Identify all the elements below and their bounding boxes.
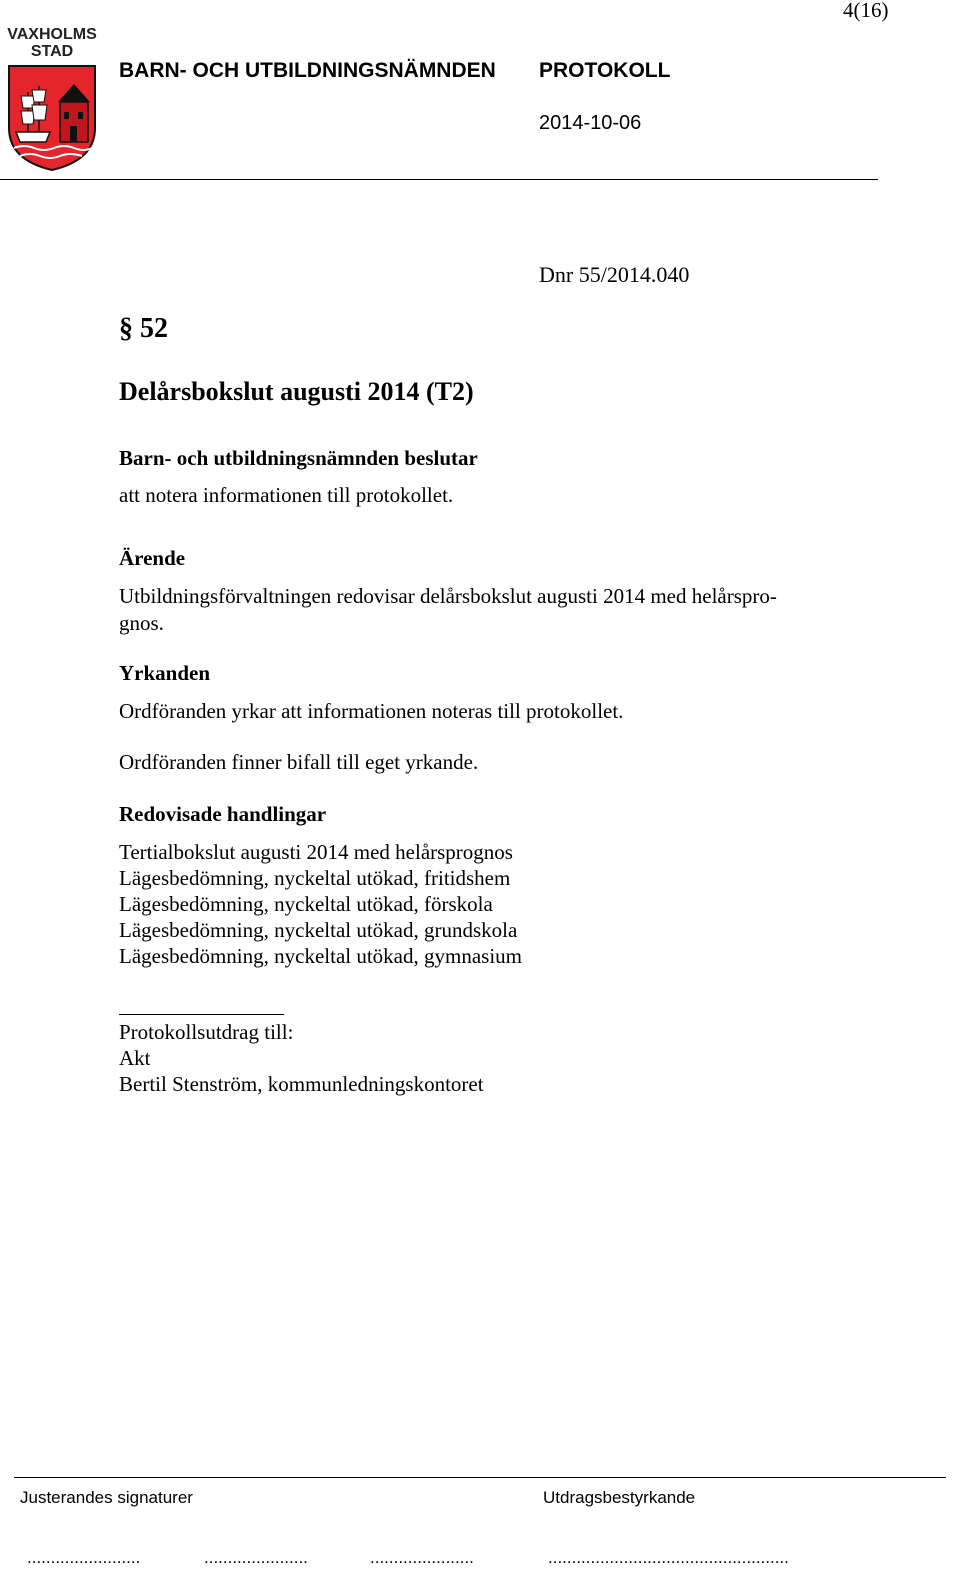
list-item: Lägesbedömning, nyckeltal utökad, grundskola	[119, 918, 518, 942]
vaxholm-coat-of-arms-logo	[6, 26, 98, 172]
utdrag-block	[119, 1019, 484, 1097]
list-item: Tertialbokslut augusti 2014 med helårsprognos	[119, 840, 513, 864]
paragraph-number: § 52	[119, 313, 168, 344]
utdrag-recipient: Bertil Stenström, kommunledningskontoret	[119, 1072, 484, 1096]
yrkanden-heading: Yrkanden	[119, 661, 211, 685]
document-type: PROTOKOLL	[539, 59, 671, 82]
signature-line-1: ........................	[27, 1548, 141, 1567]
arende-text-line2: gnos.	[119, 611, 164, 635]
yrkanden-text-1: Ordföranden yrkar att informationen noteras till protokollet.	[119, 699, 624, 723]
certification-label: Utdragsbestyrkande	[543, 1488, 696, 1507]
utdrag-recipient: Akt	[119, 1046, 151, 1070]
handlingar-list	[119, 839, 522, 969]
signature-line-2: ......................	[204, 1548, 308, 1567]
signature-line-3: ......................	[370, 1548, 474, 1567]
footer-divider	[14, 1477, 946, 1478]
utdrag-divider	[119, 1014, 284, 1015]
signatures-label: Justerandes signaturer	[20, 1488, 193, 1507]
decision-heading: Barn- och utbildningsnämnden beslutar	[119, 446, 478, 470]
certification-line: ...................................................	[548, 1548, 789, 1567]
utdrag-heading: Protokollsutdrag till:	[119, 1020, 294, 1044]
page-title: Delårsbokslut augusti 2014 (T2)	[119, 377, 474, 406]
header-divider	[0, 179, 878, 180]
diary-number: Dnr 55/2014.040	[539, 262, 690, 287]
committee-name: BARN- OCH UTBILDNINGSNÄMNDEN	[119, 59, 496, 82]
list-item: Lägesbedömning, nyckeltal utökad, gymnasium	[119, 944, 522, 968]
arende-heading: Ärende	[119, 546, 186, 570]
shield-icon	[6, 62, 98, 172]
meeting-date: 2014-10-06	[539, 112, 642, 134]
logo-text-line2: STAD	[30, 43, 74, 60]
list-item: Lägesbedömning, nyckeltal utökad, fritidshem	[119, 866, 511, 890]
list-item: Lägesbedömning, nyckeltal utökad, förskola	[119, 892, 493, 916]
page-number: 4(16)	[843, 0, 889, 22]
handlingar-heading: Redovisade handlingar	[119, 802, 327, 826]
decision-text: att notera informationen till protokollet.	[119, 483, 454, 507]
logo-text-line1: VAXHOLMS	[7, 26, 97, 43]
yrkanden-text-2: Ordföranden finner bifall till eget yrkande.	[119, 750, 479, 774]
arende-text-line1: Utbildningsförvaltningen redovisar delårsbokslut augusti 2014 med helårspro-	[119, 584, 777, 608]
